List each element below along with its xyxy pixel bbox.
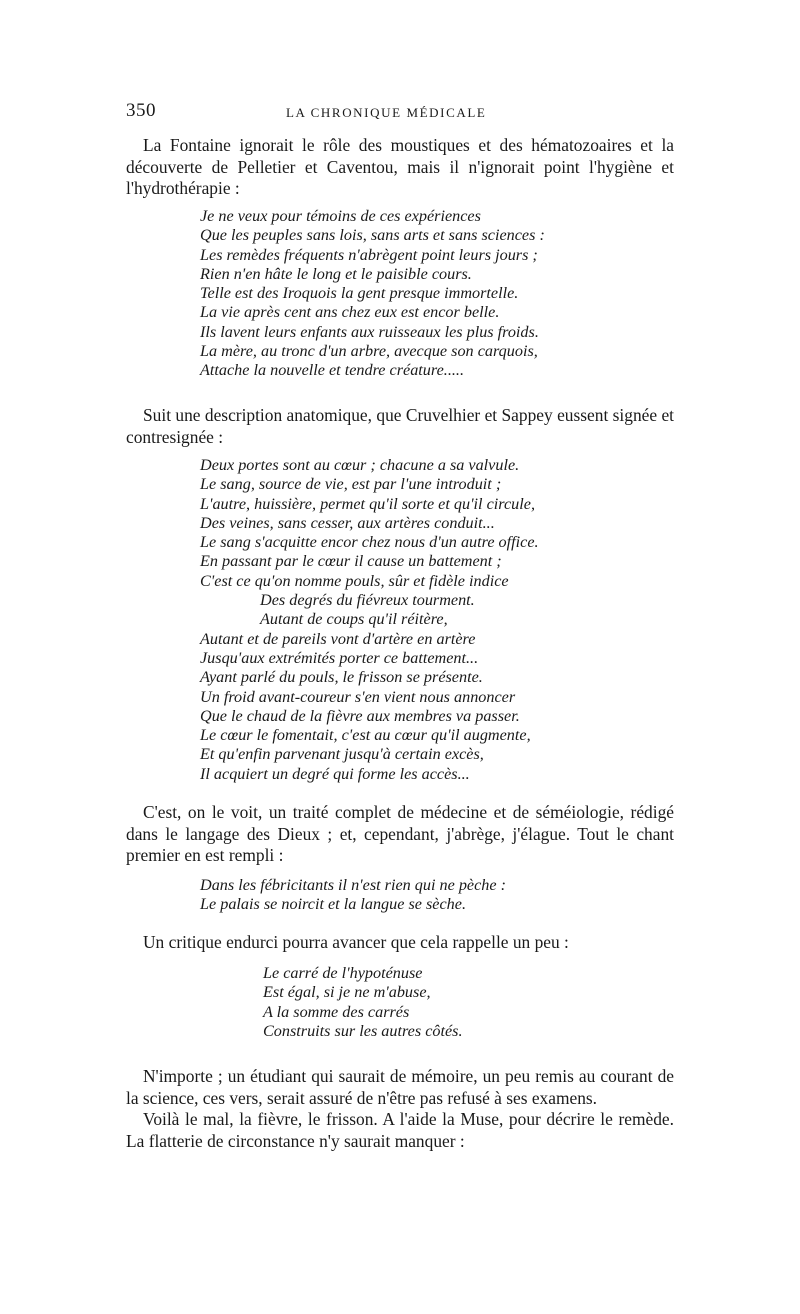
- verse-line: La mère, au tronc d'un arbre, avecque son carquois,: [200, 342, 538, 361]
- verse-febricitants: [200, 876, 506, 915]
- verse-line: Le sang s'acquitte encor chez nous d'un autre office.: [200, 533, 539, 552]
- paragraph-description-anatomique: [126, 405, 674, 448]
- verse-line: Des degrés du fiévreux tourment.: [260, 591, 475, 610]
- paragraph: C'est, on le voit, un traité complet de médecine et de séméiologie, rédigé dans le langage des Dieux ; et, cependant, j'abrège, j'élague. Tout le chant premier en est rempli :: [126, 802, 674, 866]
- verse-line: Deux portes sont au cœur ; chacune a sa valvule.: [200, 456, 520, 474]
- verse-line: Jusqu'aux extrémités porter ce battement...: [200, 648, 479, 667]
- verse-line: Dans les fébricitants il n'est rien qui ne pèche :: [200, 876, 507, 894]
- verse-line: Que le chaud de la fièvre aux membres va passer.: [200, 706, 520, 725]
- verse-line: Et qu'enfin parvenant jusqu'à certain excès,: [200, 745, 484, 764]
- paragraph: Un critique endurci pourra avancer que cela rappelle un peu :: [143, 932, 569, 952]
- running-head: [126, 100, 674, 126]
- verse-line: Attache la nouvelle et tendre créature.....: [200, 361, 465, 380]
- verse-line: Le carré de l'hypoténuse: [263, 964, 423, 982]
- paragraph-n-importe: [126, 1066, 674, 1153]
- paragraph: N'importe ; un étudiant qui saurait de mémoire, un peu remis au courant de la science, ces vers, serait assuré de n'être pas refusé à ses examens.: [126, 1066, 674, 1108]
- verse-line: A la somme des carrés: [263, 1002, 410, 1021]
- paragraph: Suit une description anatomique, que Cruvelhier et Sappey eussent signée et contresignée :: [126, 405, 674, 447]
- journal-title: LA CHRONIQUE MÉDICALE: [286, 105, 487, 120]
- paragraph-critique: [126, 932, 674, 954]
- verse-line: Le sang, source de vie, est par l'une introduit ;: [200, 475, 502, 494]
- page-number: 350: [126, 100, 156, 121]
- verse-line: Autant et de pareils vont d'artère en artère: [200, 629, 476, 648]
- verse-line: Le palais se noircit et la langue se sèche.: [200, 895, 466, 914]
- verse-line: L'autre, huissière, permet qu'il sorte et qu'il circule,: [200, 494, 535, 513]
- verse-line: Le cœur le fomentait, c'est au cœur qu'il augmente,: [200, 726, 531, 745]
- verse-line: C'est ce qu'on nomme pouls, sûr et fidèle indice: [200, 571, 509, 590]
- verse-line: En passant par le cœur il cause un battement ;: [200, 552, 502, 571]
- verse-line: La vie après cent ans chez eux est encor belle.: [200, 303, 500, 322]
- verse-hypotenuse: [263, 964, 463, 1041]
- paragraph: La Fontaine ignorait le rôle des moustiques et des hématozoaires et la découverte de Pelletier et Caventou, mais il n'ignorait point l'hygiène et l'hydrothérapie :: [126, 135, 674, 199]
- verse-line: Telle est des Iroquois la gent presque immortelle.: [200, 284, 519, 303]
- verse-line: Il acquiert un degré qui forme les accès...: [200, 764, 470, 783]
- verse-line: Rien n'en hâte le long et le paisible cours.: [200, 264, 472, 283]
- verse-line: Ils lavent leurs enfants aux ruisseaux les plus froids.: [200, 322, 539, 341]
- verse-iroquois: [200, 207, 545, 381]
- verse-line: Un froid avant-coureur s'en vient nous annoncer: [200, 687, 516, 706]
- verse-line: Est égal, si je ne m'abuse,: [263, 983, 431, 1002]
- verse-line: Autant de coups qu'il réitère,: [260, 610, 448, 629]
- verse-line: Je ne veux pour témoins de ces expériences: [200, 207, 481, 225]
- verse-coeur: [200, 456, 539, 784]
- paragraph-la-fontaine: [126, 135, 674, 200]
- verse-line: Que les peuples sans lois, sans arts et sans sciences :: [200, 226, 545, 245]
- paragraph: Voilà le mal, la fièvre, le frisson. A l'aide la Muse, pour décrire le remède. La flatterie de circonstance n'y saurait manquer :: [126, 1109, 674, 1152]
- verse-line: Des veines, sans cesser, aux artères conduit...: [200, 513, 495, 532]
- verse-line: Ayant parlé du pouls, le frisson se présente.: [200, 668, 483, 687]
- verse-line: Les remèdes fréquents n'abrègent point leurs jours ;: [200, 245, 538, 264]
- verse-line: Construits sur les autres côtés.: [263, 1021, 463, 1040]
- paragraph-traite-complet: [126, 802, 674, 867]
